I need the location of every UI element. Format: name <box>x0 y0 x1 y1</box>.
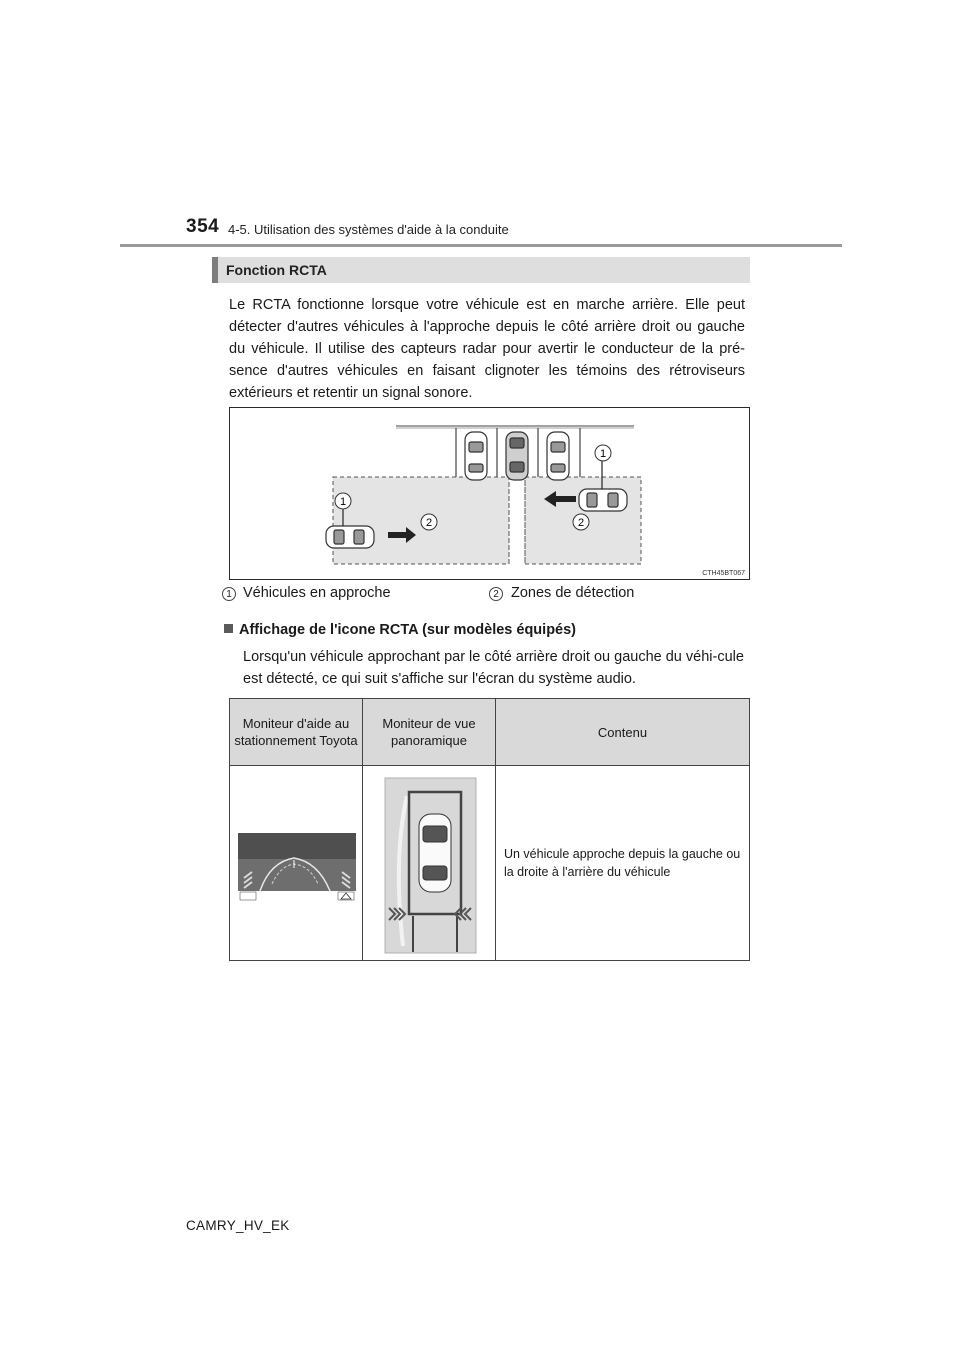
table-header-row <box>230 699 750 766</box>
legend-num-1: 1 <box>222 587 236 601</box>
page-number: 354 <box>186 216 220 237</box>
svg-text:2: 2 <box>577 517 585 529</box>
legend-text-1: Véhicules en approche <box>243 585 391 601</box>
footer-model: CAMRY_HV_EK <box>186 1218 290 1233</box>
section-title: 4-5. Utilisation des systèmes d'aide à la conduite <box>228 222 509 237</box>
legend-num-2: 2 <box>489 587 503 601</box>
table-header-cell: Moniteur de vue panoramique <box>362 699 495 766</box>
parked-car <box>547 432 569 480</box>
subsection-paragraph: Lorsqu'un véhicule approchant par le côté arrière droit ou gauche du véhi-cule est détecté, ce qui suit s'affiche sur l'écran du système audio. <box>243 649 744 687</box>
heading-accent <box>212 257 218 283</box>
svg-text:1: 1 <box>339 496 347 508</box>
svg-text:2: 2 <box>425 517 433 529</box>
parking-assist-screen-cell <box>230 766 363 961</box>
approaching-car-left <box>326 526 374 548</box>
intro-paragraph: Le RCTA fonctionne lorsque votre véhicule est en marche arrière. Elle peut détecter d'autres véhicules à l'approche depuis le côté arrière droit ou gauche du véhicule. Il utilise des capteurs radar pour avertir le conducteur de la pré-sence d'autres véhicules en faisant clignoter les témoins des rétroviseurs extérieurs et retentir un signal sonore. <box>229 297 745 401</box>
section-heading: Fonction RCTA <box>226 262 327 278</box>
subsection-heading <box>224 622 576 638</box>
table-header-cell: Contenu <box>495 699 749 766</box>
parked-car <box>465 432 487 480</box>
svg-text:1: 1 <box>599 448 607 460</box>
figure-code: CTH45BT067 <box>702 570 745 577</box>
callout-2-right <box>573 514 589 530</box>
panoramic-view-screen-image <box>363 766 494 957</box>
header-rule <box>120 244 842 247</box>
table-row <box>230 766 750 961</box>
table-content-cell: Un véhicule approche depuis la gauche ou la droite à l'arrière du véhicule <box>495 766 749 961</box>
section-heading-bar <box>212 257 750 283</box>
subsection-heading-text: Affichage de l'icone RCTA (sur modèles équipés) <box>239 622 577 638</box>
parking-assist-screen-image <box>230 766 361 957</box>
square-bullet-icon <box>224 624 233 633</box>
panoramic-view-cell <box>362 766 495 961</box>
table-header-cell: Moniteur d'aide au stationnement Toyota <box>230 699 363 766</box>
vehicle-top-view <box>419 814 451 892</box>
legend-text-2: Zones de détection <box>511 585 635 601</box>
callout-1-left <box>335 493 351 509</box>
rcta-display-table <box>229 698 750 961</box>
callout-2-left <box>421 514 437 530</box>
parked-car-reversing <box>506 432 528 480</box>
parking-lot-diagram <box>230 408 749 579</box>
approaching-car-right <box>579 489 627 511</box>
rcta-illustration <box>229 407 750 580</box>
callout-1-right <box>595 445 611 461</box>
